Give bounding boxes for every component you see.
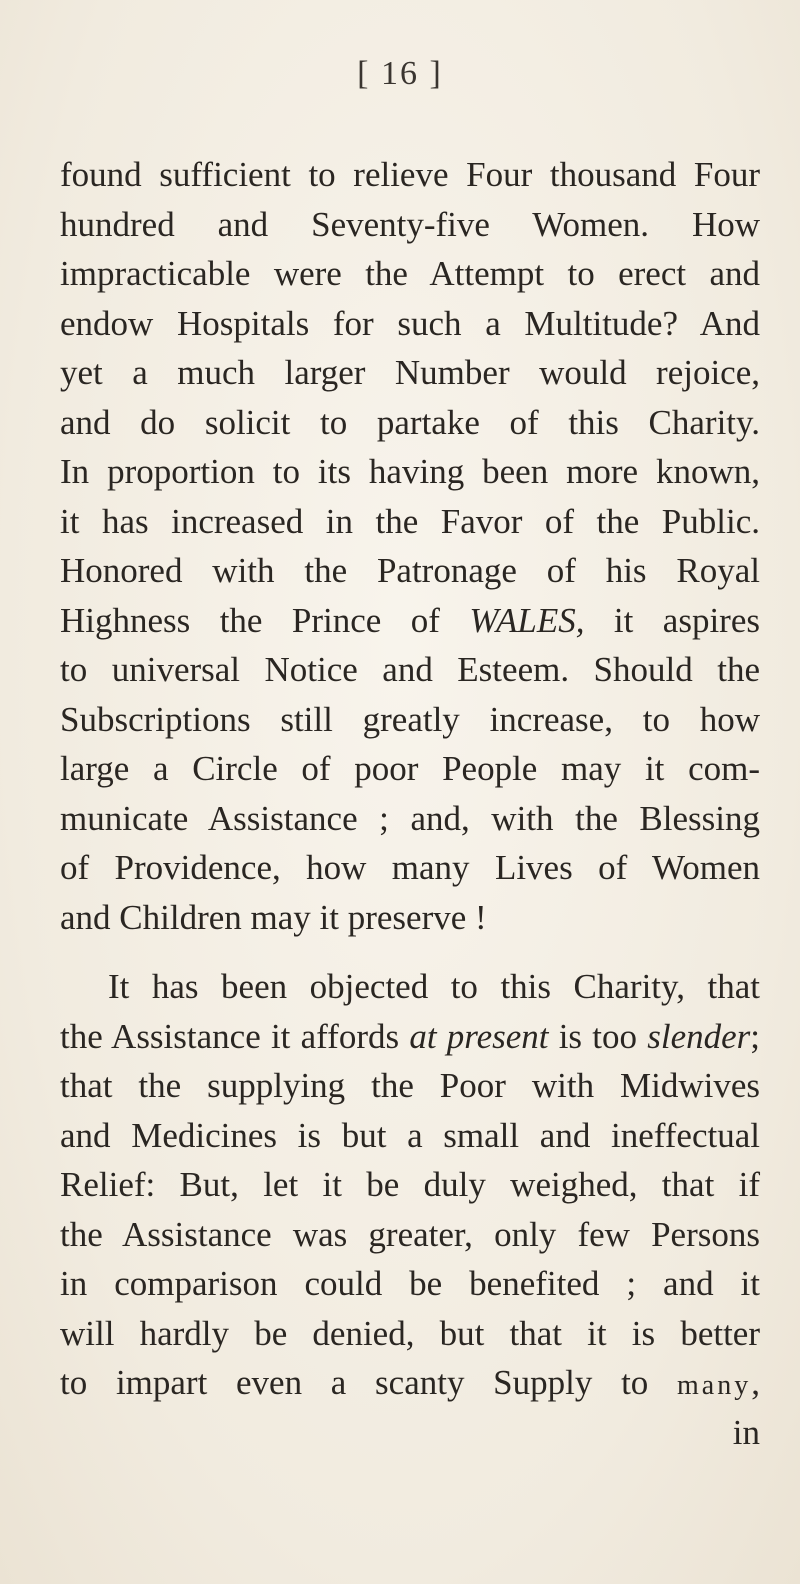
text-run: is too xyxy=(548,1016,648,1056)
page-number: [ 16 ] xyxy=(357,55,443,92)
small-caps-run: many xyxy=(677,1370,752,1401)
text-line: and Children may it preserve ! xyxy=(60,897,487,937)
text-line: yet a much larger Number would rejoice, xyxy=(60,353,760,392)
text-run: , xyxy=(751,1363,760,1402)
text-line: endow Hospitals for such a Multitude? And xyxy=(60,303,760,343)
text-line xyxy=(60,596,760,646)
text-line: found sufficient to relieve Four thousand Four xyxy=(60,155,760,194)
text-line: Relief: But, let it be duly weighed, that if xyxy=(60,1165,760,1204)
text-line xyxy=(60,1358,760,1408)
italic-run: at present xyxy=(409,1016,549,1056)
text-line: and Medicines is but a small and ineffectual xyxy=(60,1115,760,1155)
text-run: the Assistance it affords xyxy=(60,1016,410,1056)
catchword: in xyxy=(732,1412,760,1452)
text-line: large a Circle of poor People may it com- xyxy=(60,749,760,788)
text-line: impracticable were the Attempt to erect and xyxy=(60,254,760,293)
text-run: Highness the Prince of xyxy=(60,600,470,640)
text-run: ; xyxy=(750,1016,760,1056)
italic-run: slender xyxy=(647,1016,751,1056)
italic-run: WALES, xyxy=(469,600,585,640)
text-line: to universal Notice and Esteem. Should the xyxy=(60,650,760,689)
text-line: the Assistance was greater, only few Persons xyxy=(60,1214,760,1254)
text-line: It has been objected to this Charity, that xyxy=(108,967,760,1006)
text-line: of Providence, how many Lives of Women xyxy=(60,848,760,887)
text-run: it aspires xyxy=(584,600,760,640)
text-line: Honored with the Patronage of his Royal xyxy=(60,551,760,590)
text-line: it has increased in the Favor of the Public. xyxy=(60,501,760,541)
text-line: and do solicit to partake of this Charity. xyxy=(60,402,760,442)
text-line: municate Assistance ; and, with the Blessing xyxy=(60,798,760,838)
text-line: that the supplying the Poor with Midwives xyxy=(60,1066,760,1105)
text-run: to impart even a scanty Supply to xyxy=(60,1363,678,1402)
text-line: In proportion to its having been more known, xyxy=(60,452,760,491)
text-line: hundred and Seventy-five Women. How xyxy=(60,204,760,244)
paragraph-2 xyxy=(60,962,760,1457)
text-line: will hardly be denied, but that it is better xyxy=(60,1313,760,1353)
text-line: Subscriptions still greatly increase, to how xyxy=(60,699,760,739)
paragraph-1 xyxy=(60,150,760,942)
text-line: in comparison could be benefited ; and it xyxy=(60,1264,760,1303)
text-line xyxy=(60,1012,760,1062)
